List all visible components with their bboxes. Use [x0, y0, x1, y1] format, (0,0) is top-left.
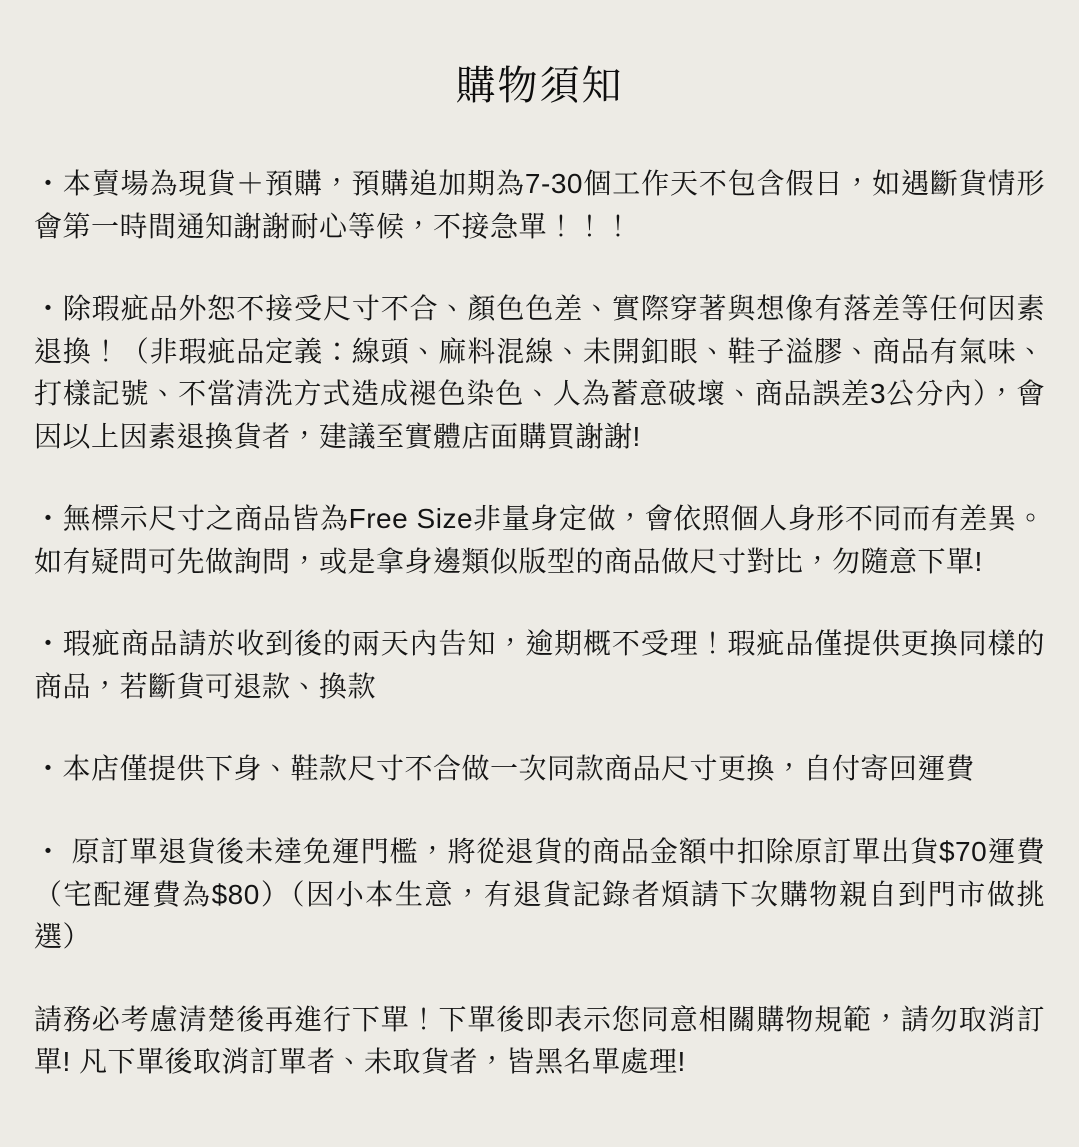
page-title: 購物須知 [455, 64, 624, 108]
notice-paragraph-shipping-fee: ・ 原訂單退貨後未達免運門檻，將從退貨的商品金額中扣除原訂單出貨$70運費（宅配運費為$80）（因小本生意，有退貨記錄者煩請下次購物親自到門市做挑選） [34, 836, 1045, 953]
notice-paragraph-defect-report: ・瑕疵商品請於收到後的兩天內告知，逾期概不受理！瑕疵品僅提供更換同樣的商品，若斷貨可退款、換款 [34, 628, 1045, 702]
notice-paragraph-free-size: ・無標示尺寸之商品皆為Free Size非量身定做，會依照個人身形不同而有差異。如有疑問可先做詢問，或是拿身邊類似版型的商品做尺寸對比，勿隨意下單! [34, 503, 1045, 577]
notice-paragraph-return-policy: ・除瑕疵品外恕不接受尺寸不合、顏色色差、實際穿著與想像有落差等任何因素退換！（非瑕疵品定義：線頭、麻料混線、未開釦眼、鞋子溢膠、商品有氣味、打樣記號、不當清洗方式造成褪色染色、人為蓄意破壞、商品誤差3公分內），會因以上因素退換貨者，建議至實體店面購買謝謝! [34, 293, 1045, 452]
notice-paragraph-presale: ・本賣場為現貨＋預購，預購追加期為7-30個工作天不包含假日，如遇斷貨情形會第一時間通知謝謝耐心等候，不接急單！！！ [34, 168, 1045, 242]
notice-paragraph-size-exchange: ・本店僅提供下身、鞋款尺寸不合做一次同款商品尺寸更換，自付寄回運費 [34, 753, 975, 785]
notice-paragraph-final-warning: 請務必考慮清楚後再進行下單！下單後即表示您同意相關購物規範，請勿取消訂單! 凡下單後取消訂單者、未取貨者，皆黑名單處理! [34, 1003, 1045, 1078]
